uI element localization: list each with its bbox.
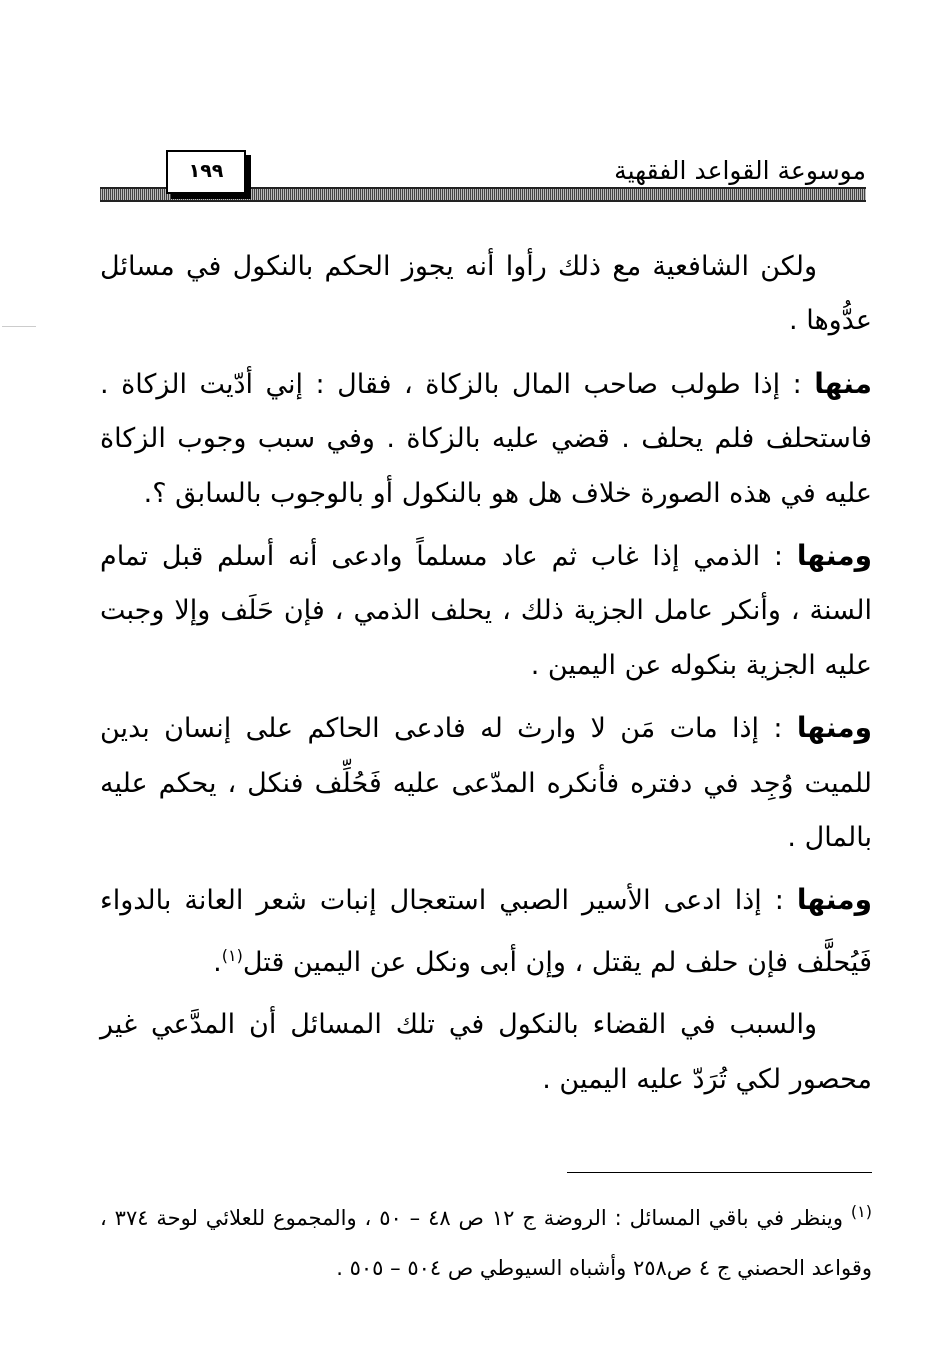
paragraph-lead: ومنها xyxy=(796,711,872,745)
paragraph-text: ولكن الشافعية مع ذلك رأوا أنه يجوز الحكم بالنكول في مسائل عدُّوها . xyxy=(100,251,872,337)
footnote-separator xyxy=(567,1172,872,1173)
paragraph-text: : إذا مات مَن لا وارث له فادعى الحاكم على إنسان بدين للميت وُجِد في دفتره فأنكره المدّعى عليه فَحُلِّف فنكل ، يحكم عليه بالمال . xyxy=(100,713,872,854)
body-text xyxy=(100,240,872,1115)
footnote-marker: (١) xyxy=(850,1202,873,1221)
paragraph xyxy=(100,529,872,693)
paragraph-text: : إذا ادعى الأسير الصبي استعجال إنبات شعر العانة بالدواء فَيُحلَّف فإن حلف لم يقتل ، وإن أبى ونكل عن اليمين قتل xyxy=(100,885,872,978)
footnote-text: وينظر في باقي المسائل : الروضة ج ١٢ ص ٤٨ – ٥٠ ، والمجموع للعلائي لوحة ٣٧٤ ، وقواعد الحصني ج ٤ ص٢٥٨ وأشباه السيوطي ص ٥٠٤ – ٥٠٥ . xyxy=(100,1206,872,1280)
paragraph-lead: منها xyxy=(814,366,872,400)
running-header-title: موسوعة القواعد الفقهية xyxy=(614,156,866,185)
paragraph xyxy=(100,998,872,1107)
paragraph-text: : الذمي إذا غاب ثم عاد مسلماً وادعى أنه أسلم قبل تمام السنة ، وأنكر عامل الجزية ذلك ، يحلف الذمي ، فإن حَلَف وإلا وجبت عليه الجزية بنكوله عن اليمين . xyxy=(100,541,872,681)
scan-mark xyxy=(2,326,36,327)
paragraph xyxy=(100,701,872,865)
footnote xyxy=(100,1187,872,1293)
page-number: ١٩٩ xyxy=(166,150,246,194)
paragraph-lead: ومنها xyxy=(796,883,872,917)
paragraph-lead: ومنها xyxy=(796,539,872,573)
paragraph-tail: . xyxy=(213,946,222,978)
paragraph xyxy=(100,240,872,349)
paragraph-text: : إذا طولب صاحب المال بالزكاة ، فقال : إني أدّيت الزكاة . فاستحلف فلم يحلف . قضي عليه بالزكاة . وفي سبب وجوب الزكاة عليه في هذه الصورة خلاف هل هو بالنكول أو بالوجوب بالسابق ؟. xyxy=(100,368,872,509)
paragraph-text: والسبب في القضاء بالنكول في تلك المسائل أن المدَّعي غير محصور لكي تُرَدّ عليه اليمين . xyxy=(100,1009,872,1095)
paragraph xyxy=(100,873,872,990)
footnote-reference[interactable]: (١) xyxy=(221,945,243,965)
paragraph xyxy=(100,357,872,521)
